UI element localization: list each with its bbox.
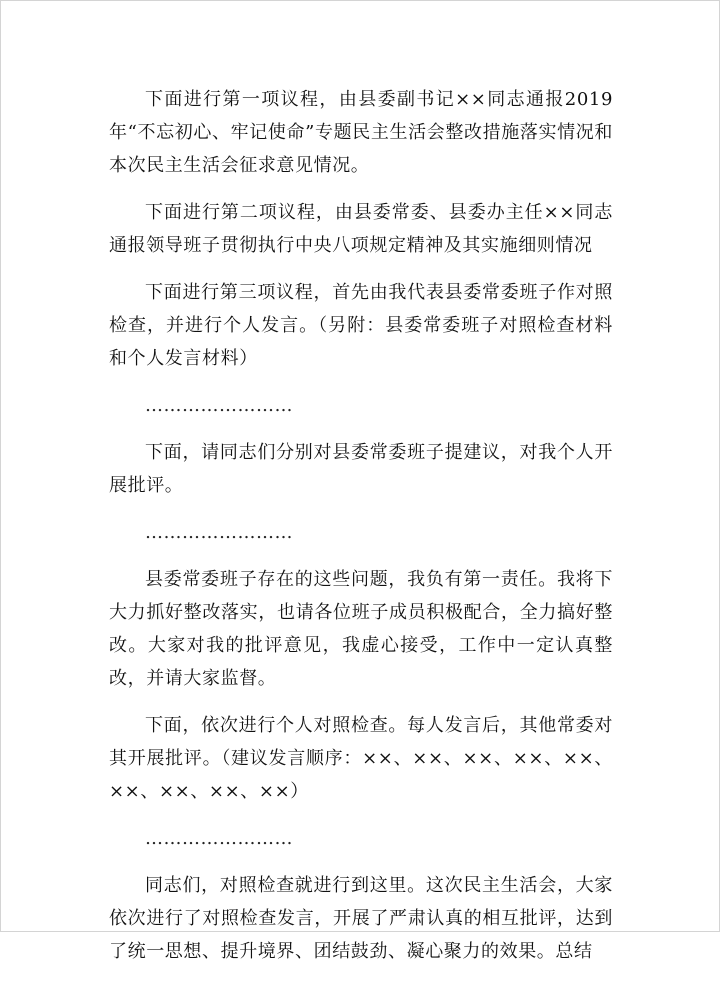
ellipsis-separator: ……………………	[145, 395, 293, 416]
paragraph-individual-review: 下面，依次进行个人对照检查。每人发言后，其他常委对其开展批评。（建议发言顺序：××、××、××、××、××、××、××、××、××）	[109, 715, 613, 802]
paragraph-responsibility: 县委常委班子存在的这些问题，我负有第一责任。我将下大力抓好整改落实，也请各位班子成员积极配合，全力搞好整改。大家对我的批评意见，我虚心接受，工作中一定认真整改，并请大家监督。	[109, 569, 613, 689]
paragraph-summary: 同志们，对照检查就进行到这里。这次民主生活会，大家依次进行了对照检查发言，开展了严肃认真的相互批评，达到了统一思想、提升境界、团结鼓劲、凝心聚力的效果。总结	[109, 875, 613, 962]
paragraph-agenda-1: 下面进行第一项议程，由县委副书记××同志通报2019年“不忘初心、牢记使命”专题民主生活会整改措施落实情况和本次民主生活会征求意见情况。	[109, 89, 613, 176]
paragraph-criticism-request: 下面，请同志们分别对县委常委班子提建议，对我个人开展批评。	[109, 442, 613, 496]
document-body	[109, 83, 613, 982]
paragraph-agenda-2: 下面进行第二项议程，由县委常委、县委办主任××同志通报领导班子贯彻执行中央八项规定精神及其实施细则情况	[109, 202, 613, 256]
ellipsis-separator: ……………………	[145, 828, 293, 849]
paragraph-agenda-3: 下面进行第三项议程，首先由我代表县委常委班子作对照检查，并进行个人发言。（另附：县委常委班子对照检查材料和个人发言材料）	[109, 282, 613, 369]
ellipsis-separator: ……………………	[145, 522, 293, 543]
